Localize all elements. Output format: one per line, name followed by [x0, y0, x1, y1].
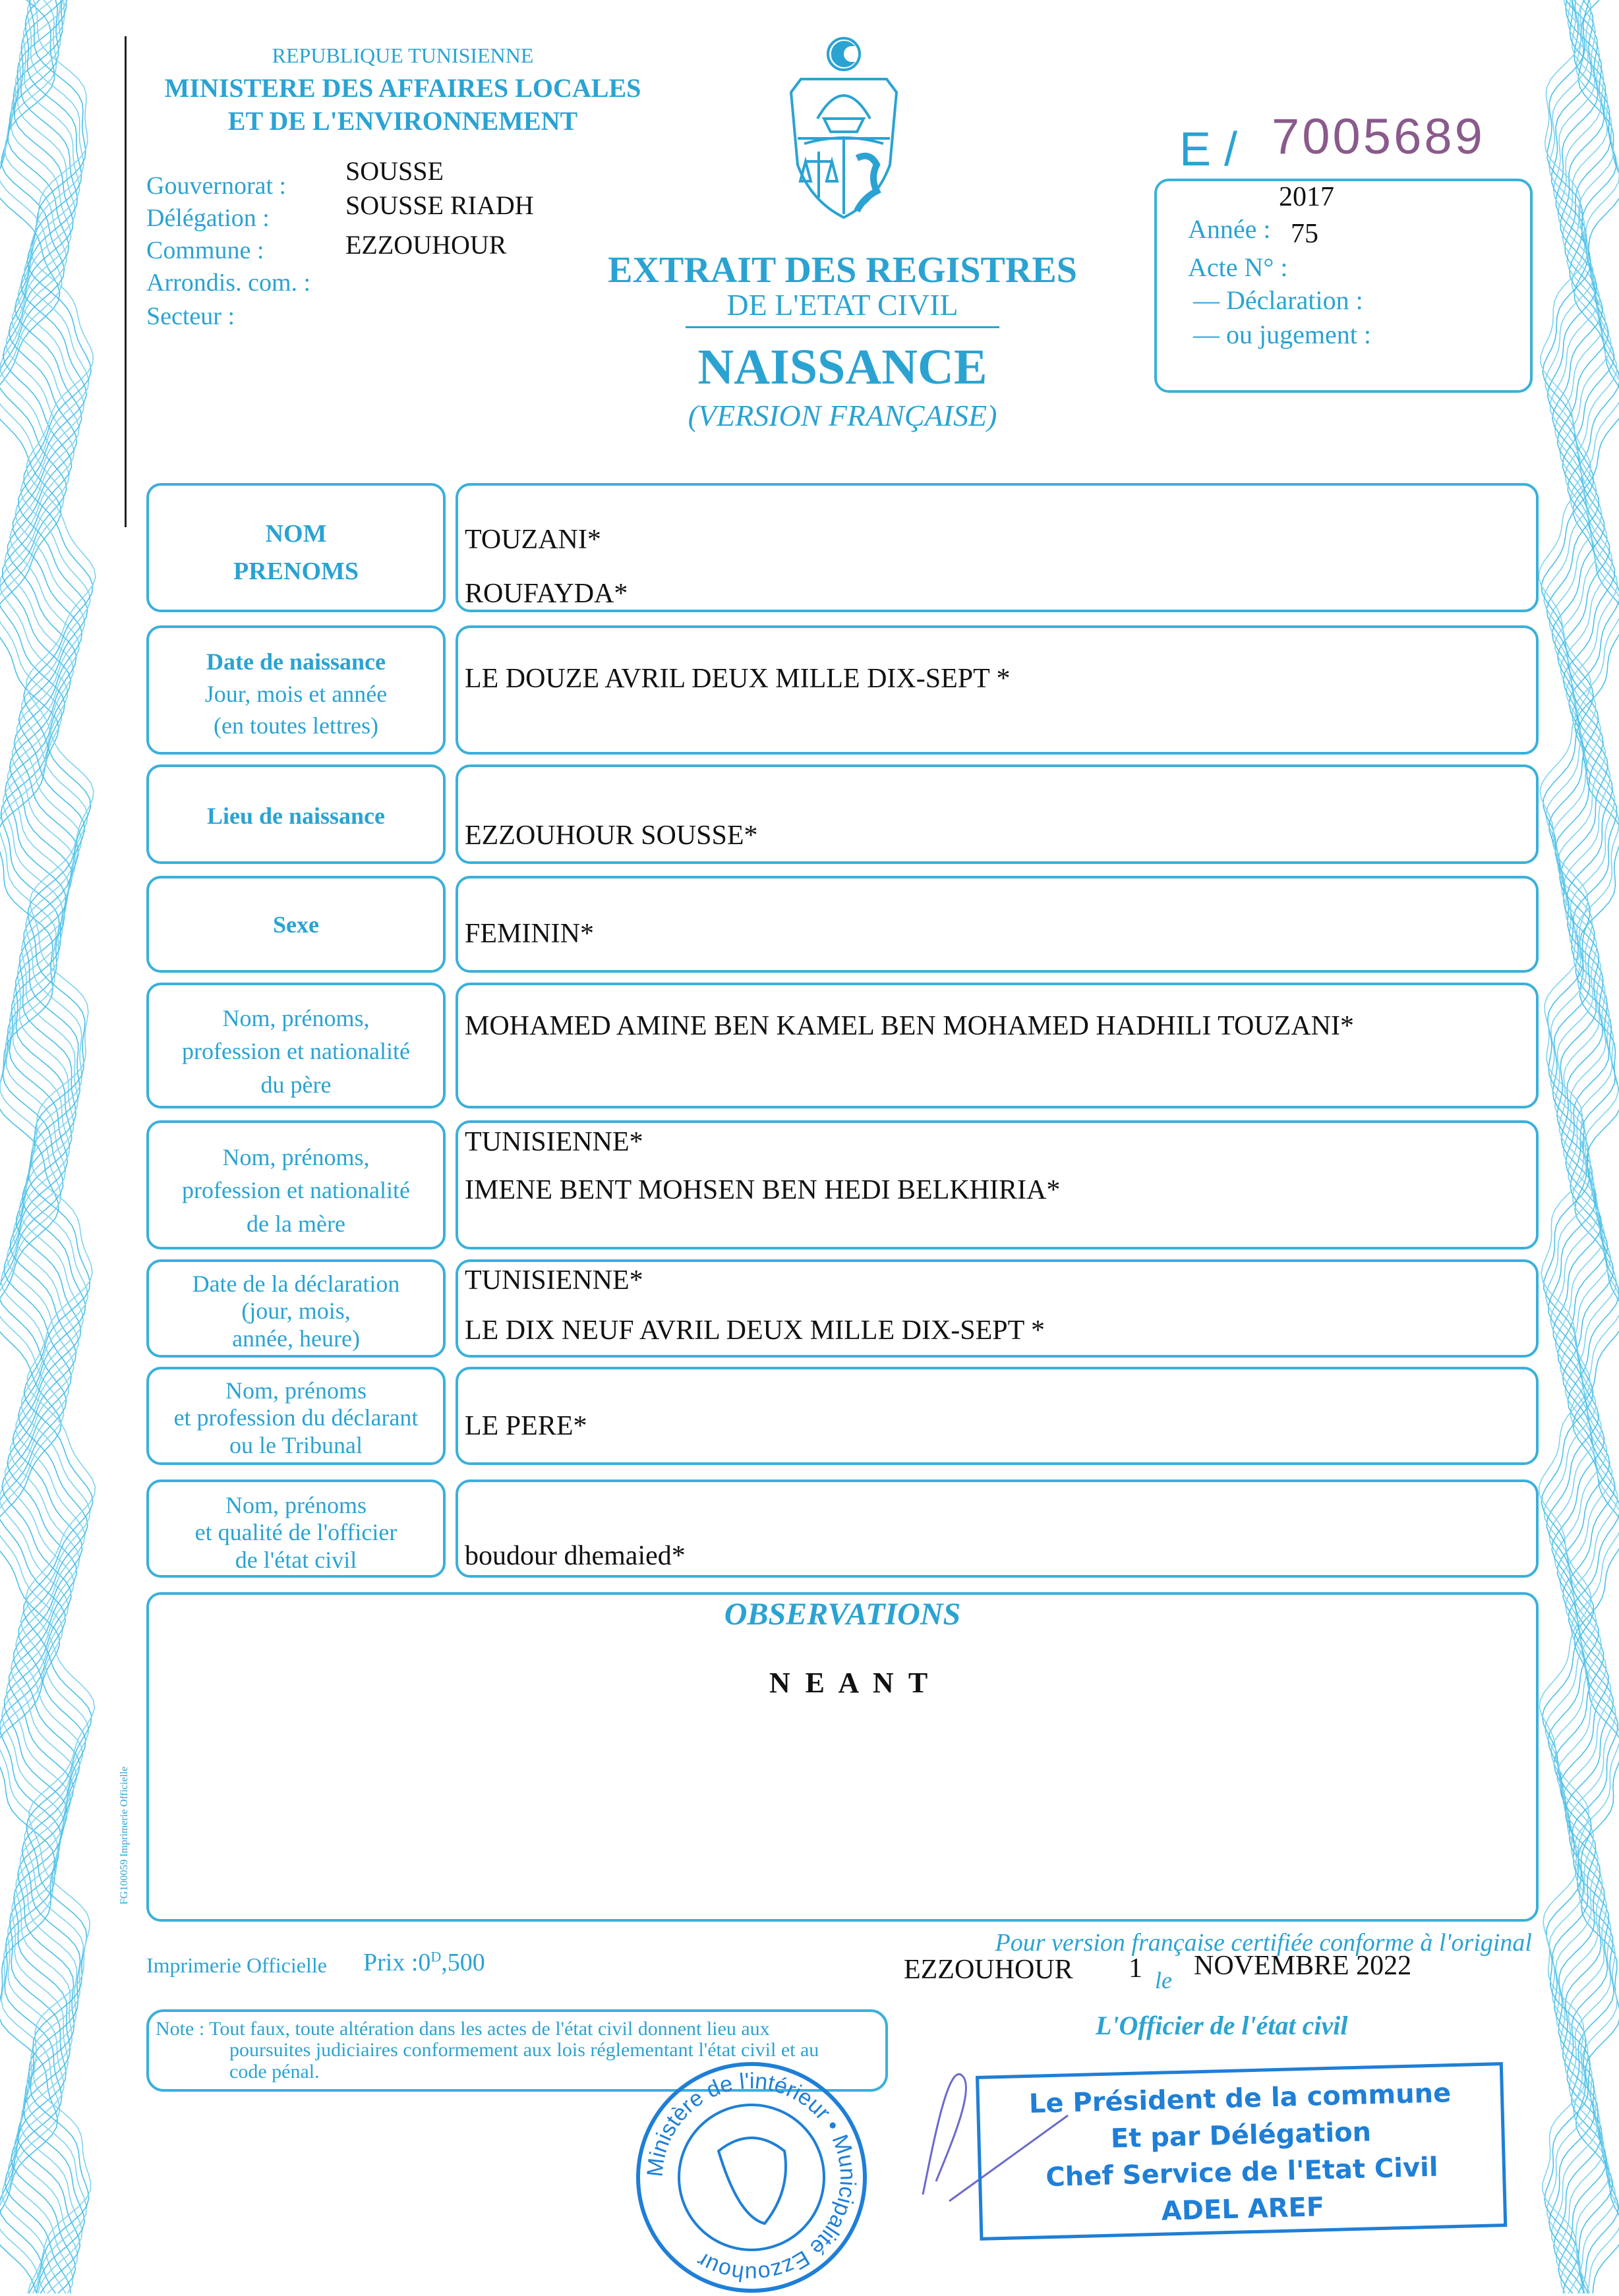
- year-value: 2017: [1279, 182, 1334, 212]
- guilloche-line: [1562, 0, 1615, 2293]
- jugement-label: — ou jugement :: [1193, 320, 1371, 349]
- label-lieu-naissance: Lieu de naissance: [206, 803, 386, 829]
- declaration-label: — Déclaration :: [1193, 285, 1363, 315]
- observations-box: [146, 1592, 1539, 1922]
- round-official-stamp: [633, 2059, 870, 2296]
- sex-value: FEMININ*: [465, 919, 594, 949]
- acte-number-value: 75: [1291, 219, 1318, 249]
- issue-day: 1: [1129, 1953, 1142, 1984]
- left-guilloche-border: [0, 0, 125, 2296]
- label-officier: Nom, prénoms et qualité de l'officier de l'état civil: [194, 1492, 397, 1573]
- row-declarant-value-box: [456, 1367, 1539, 1465]
- birthdate-value: LE DOUZE AVRIL DEUX MILLE DIX-SEPT *: [465, 664, 1011, 694]
- mother-value: IMENE BENT MOHSEN BEN HEDI BELKHIRIA*: [465, 1175, 1061, 1205]
- arrondissement-label: Arrondis. com. :: [146, 269, 311, 297]
- issue-month-year: NOVEMBRE 2022: [1194, 1951, 1412, 1981]
- observations-value: N E A N T: [769, 1667, 932, 1699]
- margin-line: [125, 36, 127, 527]
- title-version: (VERSION FRANÇAISE): [688, 399, 997, 432]
- delegation-stamp: Le Président de la commune Et par Délégation Chef Service de l'Etat Civil ADEL AREF: [976, 2062, 1507, 2241]
- officer-value: boudour dhemaied*: [465, 1541, 686, 1571]
- ministry-line1: MINISTERE DES AFFAIRES LOCALES: [164, 73, 641, 103]
- label-date-naissance: Date de naissance Jour, mois et année (en toutes lettres): [204, 648, 388, 739]
- label-sexe: Sexe: [273, 911, 319, 938]
- title-extrait: EXTRAIT DES REGISTRES: [608, 250, 1077, 291]
- ministry-line2: ET DE L'ENVIRONNEMENT: [227, 106, 578, 136]
- label-nom-prenoms: NOM PRENOMS: [233, 520, 359, 585]
- label-date-declaration: Date de la déclaration (jour, mois, année, heure): [192, 1271, 400, 1352]
- price: Prix $:0^D,500$: [363, 1948, 485, 1976]
- guilloche-line: [18, 0, 88, 2293]
- coat-of-arms-emblem: [778, 33, 910, 224]
- guilloche-line: [1565, 0, 1617, 2293]
- certified-text: Pour version française certifiée conforme à l'original: [995, 1929, 1532, 1957]
- declarant-value: LE PERE*: [465, 1411, 587, 1441]
- republic-heading: REPUBLIQUE TUNISIENNE: [272, 43, 534, 67]
- title-underline: [686, 326, 999, 328]
- guilloche-line: [1546, 0, 1599, 2293]
- row-father-value-box: [456, 983, 1539, 1108]
- acte-label: Acte N° :: [1188, 252, 1288, 282]
- right-guilloche-border: [1536, 0, 1619, 2296]
- gouvernorat-value: SOUSSE: [345, 156, 444, 186]
- serial-prefix: E /: [1179, 123, 1238, 176]
- father-nationality-value: TUNISIENNE*: [465, 1127, 643, 1157]
- label-pere: Nom, prénoms, profession et nationalité du père: [182, 1005, 410, 1098]
- serial-number: 7005689: [1272, 109, 1485, 165]
- svg-text:Ministère de l'intérieur • Mun: Ministère de l'intérieur • Municipalité Ezzouhour: [642, 2068, 861, 2287]
- guilloche-line: [15, 0, 85, 2293]
- guilloche-line: [24, 0, 93, 2293]
- nom-value: TOUZANI*: [465, 525, 601, 555]
- commune-label: Commune :: [146, 237, 264, 264]
- label-declarant: Nom, prénoms et profession du déclarant ou le Tribunal: [173, 1377, 419, 1458]
- mother-nationality-value: TUNISIENNE*: [465, 1265, 643, 1296]
- delegation-value: SOUSSE RIADH: [345, 190, 534, 220]
- declaration-date-value: LE DIX NEUF AVRIL DEUX MILLE DIX-SEPT *: [465, 1315, 1045, 1346]
- printer-code: FG100059 Imprimerie Officielle: [119, 1766, 130, 1905]
- legal-note: Note : Tout faux, toute altération dans les actes de l'état civil donnent lieu aux poursuites judiciaires conformement aux lois réglementant l'état civil et au code pénal.: [156, 2018, 819, 2082]
- observations-title: OBSERVATIONS: [724, 1597, 961, 1632]
- le-label: le: [1155, 1967, 1172, 1994]
- printer-name: Imprimerie Officielle: [146, 1953, 327, 1977]
- guilloche-line: [1549, 0, 1602, 2293]
- row-sex-value-box: [456, 876, 1539, 973]
- gouvernorat-label: Gouvernorat :: [146, 172, 287, 200]
- issue-place: EZZOUHOUR: [904, 1955, 1073, 1985]
- father-value: MOHAMED AMINE BEN KAMEL BEN MOHAMED HADHILI TOUZANI*: [465, 1011, 1354, 1041]
- title-naissance: NAISSANCE: [697, 339, 987, 395]
- delegation-label: Délégation :: [146, 204, 270, 232]
- commune-value: EZZOUHOUR: [345, 230, 507, 260]
- guilloche-line: [7, 0, 76, 2293]
- prenoms-value: ROUFAYDA*: [465, 579, 628, 609]
- title-etat-civil: DE L'ETAT CIVIL: [726, 288, 958, 322]
- birthplace-value: EZZOUHOUR SOUSSE*: [465, 820, 758, 851]
- officer-title: L'Officier de l'état civil: [1096, 2011, 1348, 2040]
- annee-label: Année :: [1188, 214, 1271, 244]
- secteur-label: Secteur :: [146, 302, 235, 330]
- label-mere: Nom, prénoms, profession et nationalité de la mère: [182, 1144, 410, 1237]
